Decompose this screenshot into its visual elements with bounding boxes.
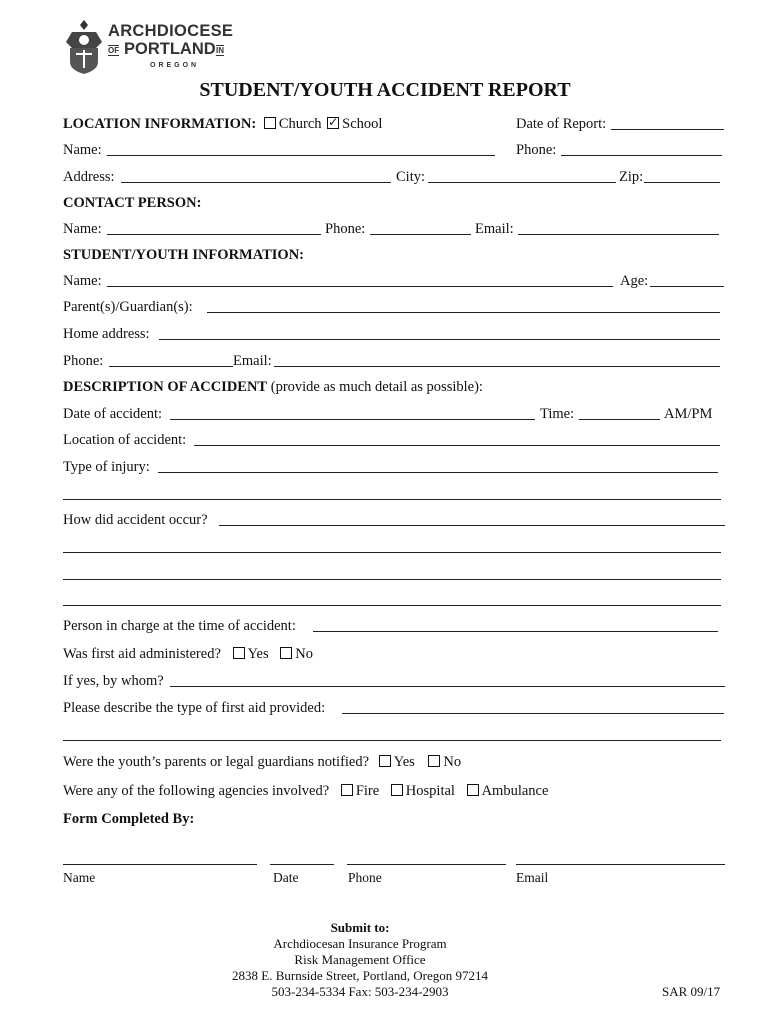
student-name-label: Name:	[63, 273, 102, 289]
home-address-label: Home address:	[63, 326, 150, 342]
time-field[interactable]	[579, 419, 660, 420]
completed-date-field[interactable]	[270, 864, 334, 865]
accident-date-label: Date of accident:	[63, 406, 163, 422]
date-of-report-label: Date of Report:	[516, 116, 607, 132]
submit-line1: Archdiocesan Insurance Program	[273, 936, 447, 951]
person-in-charge-field[interactable]	[313, 631, 718, 632]
notified-no-checkbox[interactable]	[428, 755, 440, 767]
completed-date-label: Date	[273, 870, 299, 885]
contact-heading: CONTACT PERSON:	[63, 195, 202, 211]
accident-date-field[interactable]	[170, 419, 535, 420]
contact-phone-label: Phone:	[325, 221, 366, 237]
agencies-row: Were any of the following agencies involved? Fire Hospital Ambulance	[63, 783, 549, 799]
submit-line3: 2838 E. Burnside Street, Portland, Oregon 97214	[232, 968, 488, 983]
how-occurred-line2[interactable]	[63, 552, 721, 553]
school-label: School	[342, 116, 383, 132]
notified-row: Were the youth’s parents or legal guardians notified? Yes No	[63, 754, 462, 770]
student-heading: STUDENT/YOUTH INFORMATION:	[63, 247, 305, 263]
first-aid-no-checkbox[interactable]	[280, 647, 292, 659]
logo-line3: OREGON	[150, 62, 200, 69]
completed-phone-label: Phone	[348, 870, 382, 885]
person-in-charge-label: Person in charge at the time of accident:	[63, 618, 296, 634]
hospital-checkbox[interactable]	[391, 784, 403, 796]
student-phone-label: Phone:	[63, 353, 104, 369]
home-address-field[interactable]	[159, 339, 720, 340]
church-checkbox[interactable]	[264, 117, 276, 129]
date-of-report-field[interactable]	[611, 129, 724, 130]
contact-name-label: Name:	[63, 221, 102, 237]
contact-phone-field[interactable]	[370, 234, 471, 235]
age-label: Age:	[620, 273, 649, 289]
crest-icon	[62, 18, 106, 76]
how-occurred-line3[interactable]	[63, 579, 721, 580]
first-aid-describe-label: Please describe the type of first aid provided:	[63, 700, 326, 716]
form-code: SAR 09/17	[662, 984, 721, 999]
location-name-label: Name:	[63, 142, 102, 158]
accident-location-label: Location of accident:	[63, 432, 187, 448]
student-name-field[interactable]	[107, 286, 613, 287]
logo-in: IN	[216, 46, 224, 55]
description-heading: DESCRIPTION OF ACCIDENT (provide as much detail as possible):	[63, 379, 483, 395]
age-field[interactable]	[650, 286, 724, 287]
fire-checkbox[interactable]	[341, 784, 353, 796]
school-checkbox[interactable]	[327, 117, 339, 129]
completed-by-heading: Form Completed By:	[63, 811, 195, 827]
submit-heading: Submit to:	[330, 920, 390, 935]
completed-name-label: Name	[63, 870, 96, 885]
logo-line1: ARCHDIOCESE	[108, 22, 234, 40]
accident-location-field[interactable]	[194, 445, 720, 446]
first-aid-describe-line2[interactable]	[63, 740, 721, 741]
city-label: City:	[396, 169, 426, 185]
parents-label: Parent(s)/Guardian(s):	[63, 299, 193, 315]
first-aid-row: Was first aid administered? Yes No	[63, 646, 313, 662]
first-aid-yes-checkbox[interactable]	[233, 647, 245, 659]
parents-field[interactable]	[207, 312, 720, 313]
address-label: Address:	[63, 169, 115, 185]
injury-label: Type of injury:	[63, 459, 150, 475]
how-occurred-field[interactable]	[219, 525, 725, 526]
location-row	[63, 115, 382, 133]
student-email-field[interactable]	[274, 366, 720, 367]
location-phone-field[interactable]	[561, 155, 722, 156]
first-aid-describe-field[interactable]	[342, 713, 724, 714]
submit-line4: 503-234-5334 Fax: 503-234-2903	[271, 984, 449, 999]
contact-name-field[interactable]	[107, 234, 321, 235]
page-title: STUDENT/YOUTH ACCIDENT REPORT	[199, 79, 571, 101]
location-name-field[interactable]	[107, 155, 495, 156]
completed-name-field[interactable]	[63, 864, 257, 865]
injury-field-line2[interactable]	[63, 499, 721, 500]
city-field[interactable]	[428, 182, 616, 183]
how-occurred-line4[interactable]	[63, 605, 721, 606]
by-whom-field[interactable]	[170, 686, 725, 687]
student-email-label: Email:	[233, 353, 272, 369]
contact-email-label: Email:	[475, 221, 514, 237]
church-label: Church	[278, 116, 322, 132]
contact-email-field[interactable]	[518, 234, 719, 235]
zip-field[interactable]	[644, 182, 720, 183]
completed-email-field[interactable]	[516, 864, 725, 865]
by-whom-label: If yes, by whom?	[63, 673, 164, 689]
zip-label: Zip:	[619, 169, 644, 185]
time-label: Time:	[540, 406, 575, 422]
submit-line2: Risk Management Office	[294, 952, 426, 967]
student-phone-field[interactable]	[109, 366, 233, 367]
notified-yes-checkbox[interactable]	[379, 755, 391, 767]
logo-line2: PORTLAND	[124, 40, 216, 58]
how-occurred-label: How did accident occur?	[63, 512, 208, 528]
ambulance-checkbox[interactable]	[467, 784, 479, 796]
injury-field[interactable]	[158, 472, 718, 473]
completed-email-label: Email	[516, 870, 549, 885]
location-phone-label: Phone:	[516, 142, 557, 158]
location-heading: LOCATION INFORMATION:	[63, 116, 257, 132]
ampm-label: AM/PM	[664, 406, 713, 422]
completed-phone-field[interactable]	[347, 864, 506, 865]
address-field[interactable]	[121, 182, 391, 183]
logo-of: OF	[108, 46, 120, 55]
